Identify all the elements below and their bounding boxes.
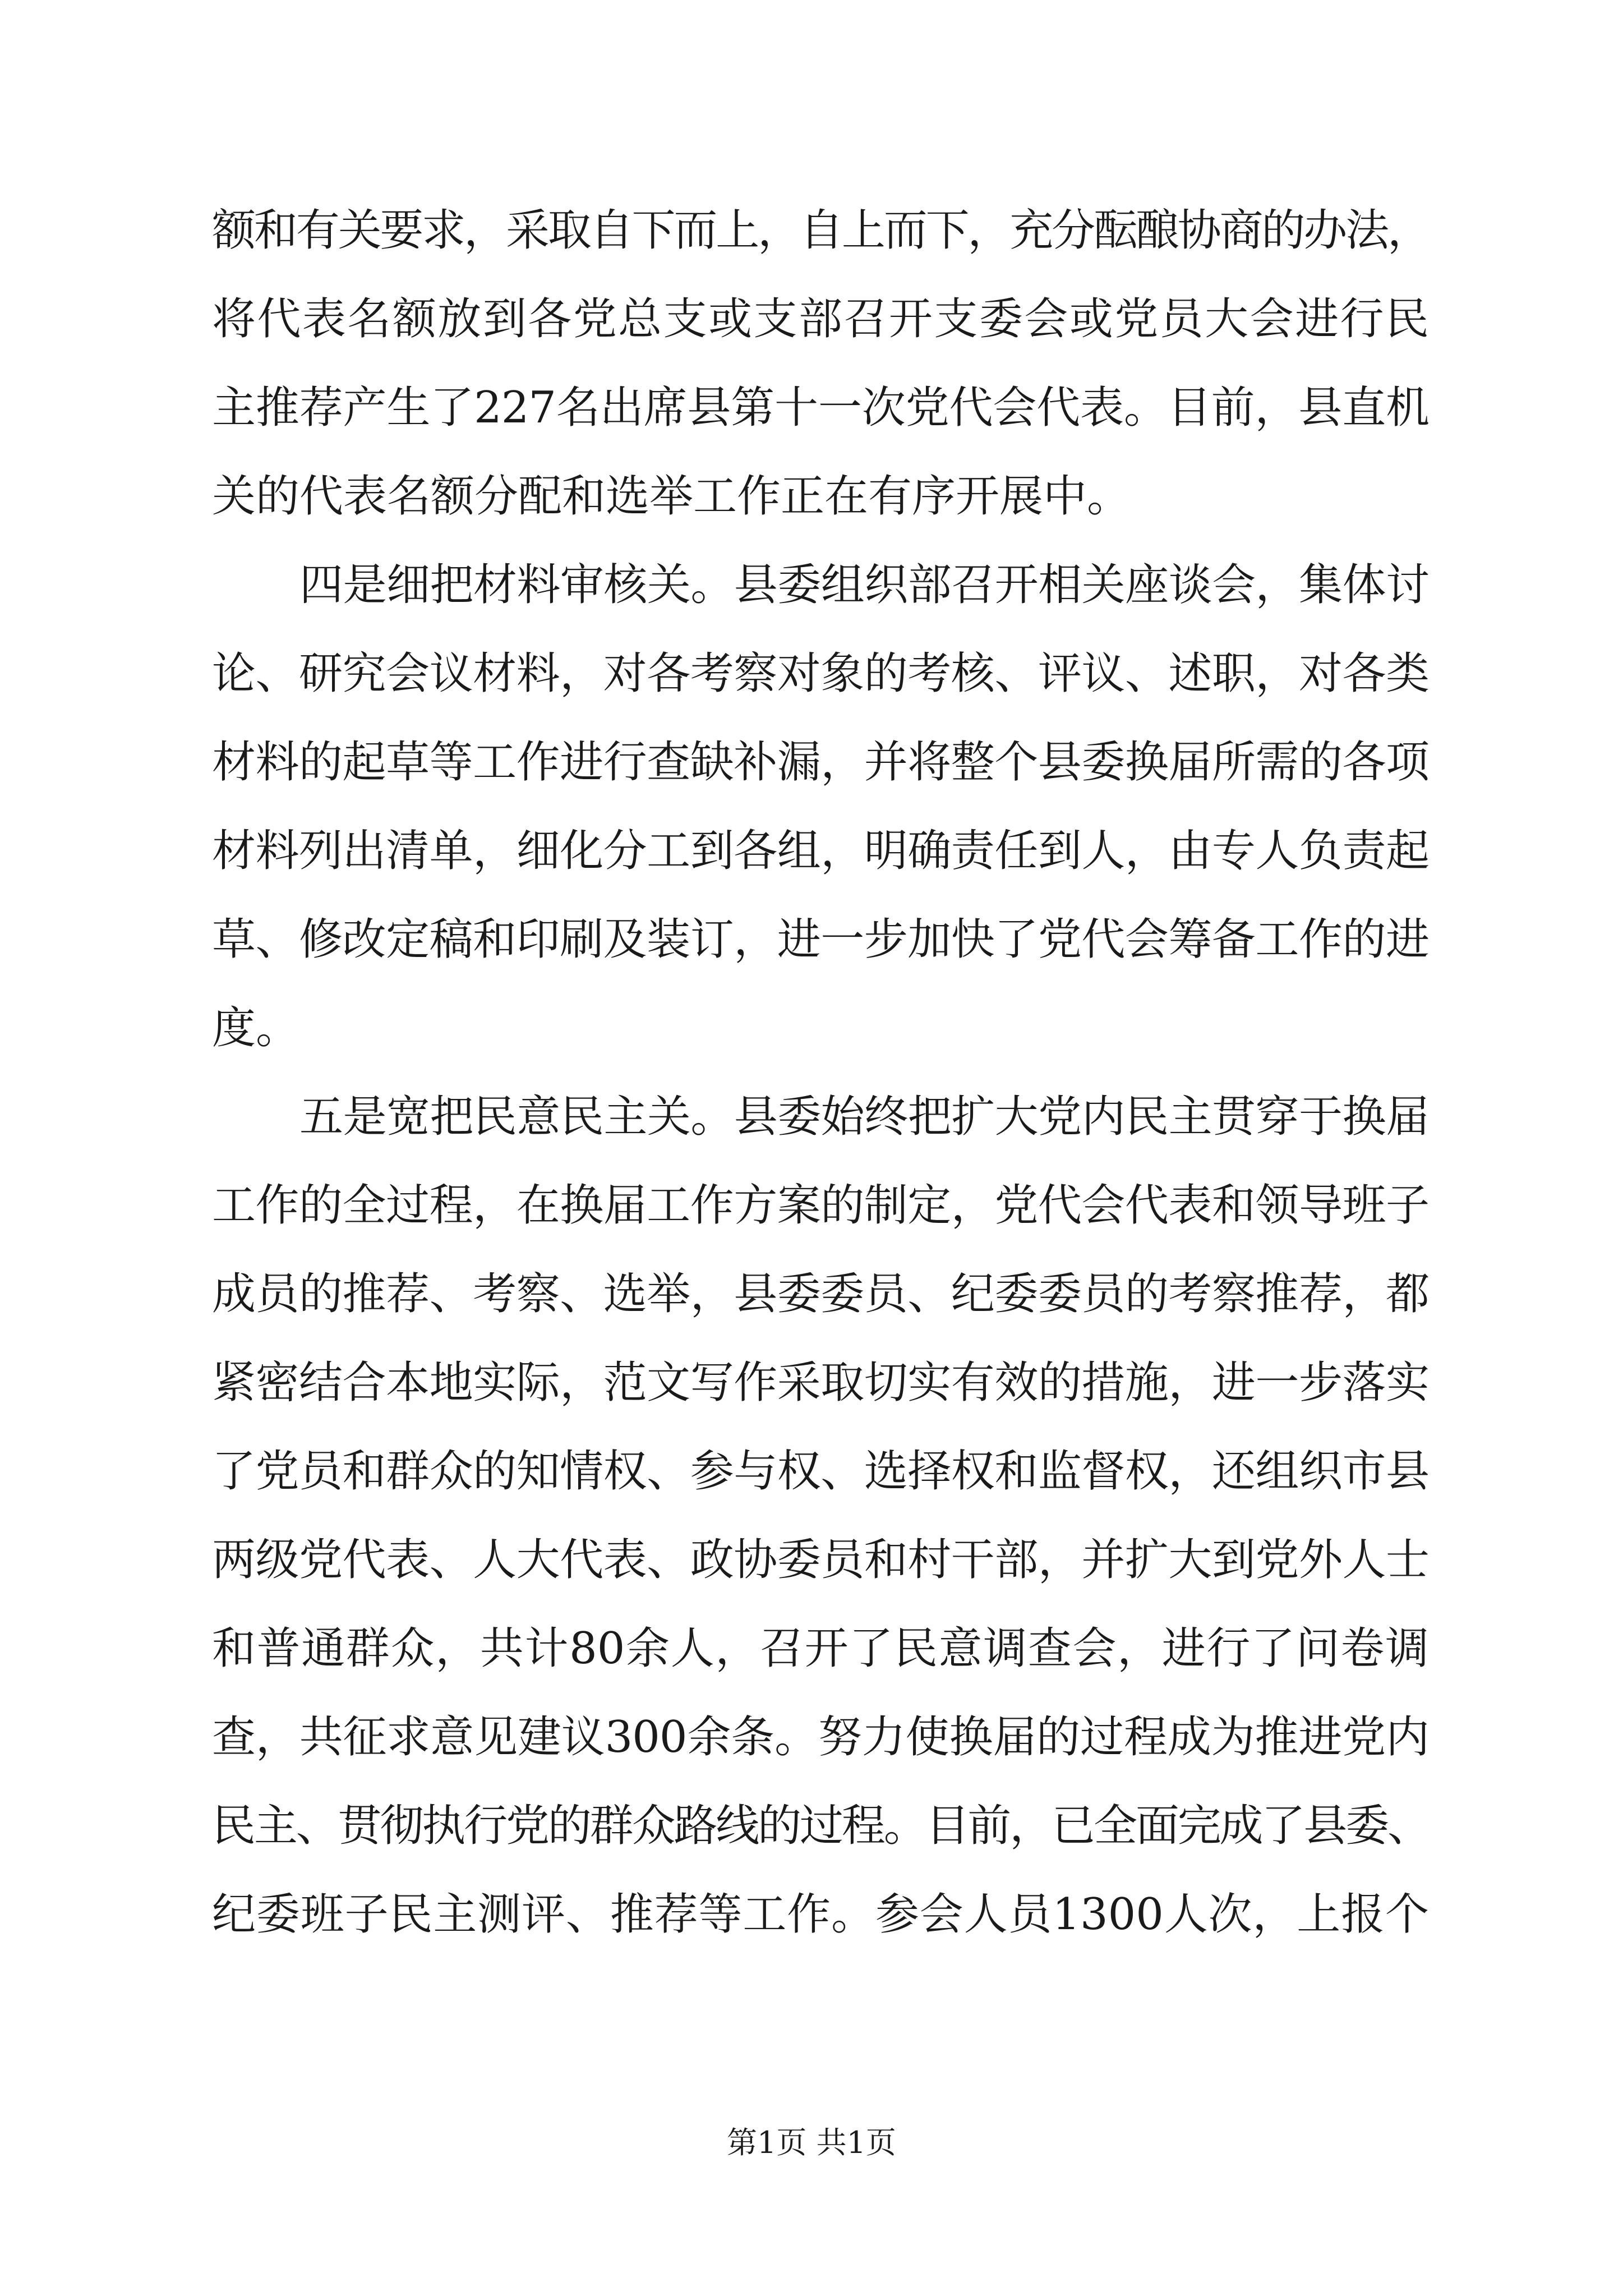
text-line: 了党员和群众的知情权、参与权、选择权和监督权，还组织市县 [212,1446,1429,1497]
text-line: 关的代表名额分配和选举工作正在有序开展中。 [212,471,1131,522]
text-line: 主推荐产生了227名出席县第十一次党代会代表。目前，县直机 [212,383,1429,433]
paragraph [212,1073,1429,1959]
text-line: 材料列出清单，细化分工到各组，明确责任到人，由专人负责起 [212,826,1429,876]
paragraph [212,541,1429,1073]
text-line: 将代表名额放到各党总支或支部召开支委会或党员大会进行民 [212,294,1429,344]
page-number-footer: 第1页 共1页 [727,2125,896,2160]
text-line: 草、修改定稿和印刷及装订，进一步加快了党代会筹备工作的进 [212,914,1429,965]
text-line: 工作的全过程，在换届工作方案的制定，党代会代表和领导班子 [212,1180,1429,1231]
text-line: 论、研究会议材料，对各考察对象的考核、评议、述职，对各类 [212,648,1429,699]
text-line: 成员的推荐、考察、选举，县委委员、纪委委员的考察推荐，都 [212,1269,1429,1319]
text-line: 民主、贯彻执行党的群众路线的过程。目前，已全面完成了县委、 [212,1801,1429,1851]
text-line: 度。 [212,1003,300,1053]
document-body [212,186,1429,1959]
paragraph [212,186,1429,541]
text-line: 五是宽把民意民主关。县委始终把扩大党内民主贯穿于换届 [299,1092,1429,1142]
text-line: 查，共征求意见建议300余条。努力使换届的过程成为推进党内 [212,1712,1429,1763]
text-line: 纪委班子民主测评、推荐等工作。参会人员1300人次，上报个 [212,1889,1429,1940]
text-line: 两级党代表、人大代表、政协委员和村干部，并扩大到党外人士 [212,1535,1429,1585]
text-line: 材料的起草等工作进行查缺补漏，并将整个县委换届所需的各项 [212,737,1429,788]
text-line: 四是细把材料审核关。县委组织部召开相关座谈会，集体讨 [299,560,1429,610]
text-line: 紧密结合本地实际，范文写作采取切实有效的措施，进一步落实 [212,1358,1429,1408]
text-line: 和普通群众，共计80余人，召开了民意调查会，进行了问卷调 [212,1623,1429,1674]
text-line: 额和有关要求，采取自下而上，自上而下，充分酝酿协商的办法， [212,205,1429,256]
